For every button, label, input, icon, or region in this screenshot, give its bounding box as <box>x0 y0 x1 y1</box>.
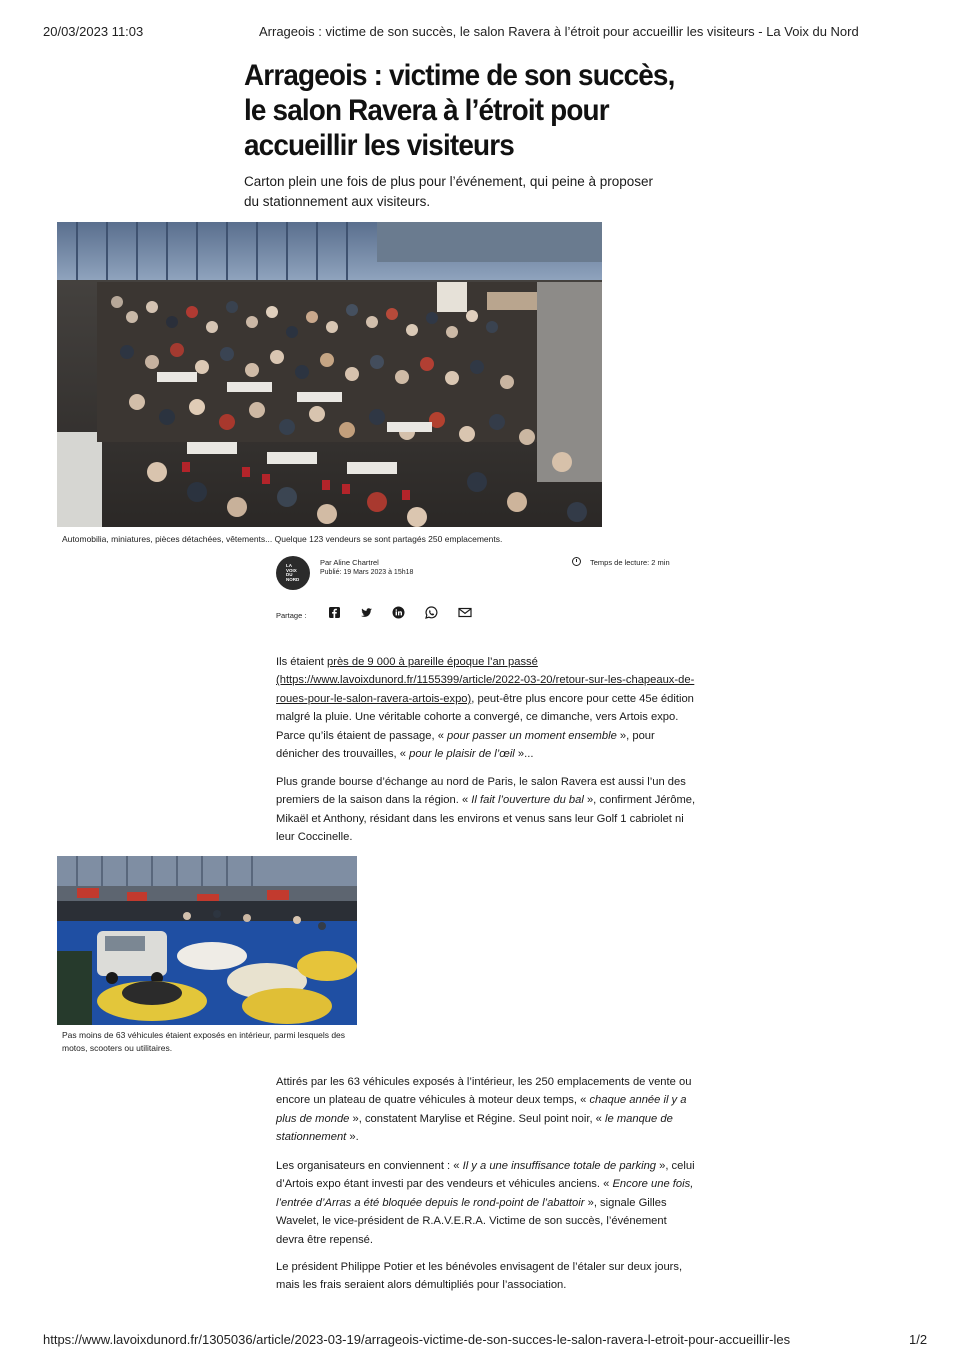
clock-icon <box>572 557 581 566</box>
author-name: Par Aline Chartrel <box>320 558 379 567</box>
twitter-icon[interactable] <box>360 606 373 619</box>
facebook-icon[interactable] <box>328 606 341 619</box>
publication-date: Publié: 19 Mars 2023 à 15h18 <box>320 569 414 576</box>
article-paragraph: Les organisateurs en conviennent : « Il y a une insuffisance totale de parking », celui d’Artois expo étant investi par des vendeurs et véhicules anciens. « Encore une fois, l’entrée d’Arras a été bloquée depuis le rond-point de l’abattoir », signale Gilles Wavelet, le vice-président de R.A.V.E.R.A. Victime de son succès, l’événement devra être repensé. <box>276 1160 695 1246</box>
email-icon[interactable] <box>458 606 471 619</box>
article-photo-hall-crowd <box>57 222 602 527</box>
article-paragraph: Attirés par les 63 véhicules exposés à l’intérieur, les 250 emplacements de vente ou encore un plateau de quatre véhicules à moteur deux temps, « chaque année il y a plus de monde », constatent Marylise et Régine. Seul point noir, « le manque de stationnement ». <box>276 1076 692 1144</box>
page-number: 1/2 <box>909 1332 928 1347</box>
linkedin-icon[interactable] <box>392 606 405 619</box>
article-paragraph: Plus grande bourse d’échange au nord de Paris, le salon Ravera est aussi l’un des premiers de la saison dans la région. « Il fait l’ouverture du bal », confirment Jérôme, Mikaël et Anthony, résidant dans les environs et venus sans leur Golf 1 cabriolet ni leur Coccinelle. <box>276 776 696 844</box>
previous-article-link[interactable]: près de 9 000 à pareille époque l’an passé (https://www.lavoixdunord.fr/1155399/article/2022-03-20/retour-sur-les-chapeaux-de-roues-pour-le-salon-ravera-artois-expo) <box>276 656 695 705</box>
print-url: https://www.lavoixdunord.fr/1305036/article/2023-03-19/arrageois-victime-de-son-succes-le-salon-ravera-l-etroit-pour-accueillir-les <box>43 1332 791 1347</box>
article-photo-vehicles <box>57 856 357 1025</box>
article-paragraph: Ils étaient près de 9 000 à pareille époque l’an passé (https://www.lavoixdunord.fr/1155399/article/2022-03-20/retour-sur-les-chapeaux-de-roues-pour-le-salon-ravera-artois-expo), peut-être plus encore pour cette 45e édition malgré la pluie. Une véritable cohorte a convergé, ce dimanche, vers Artois expo. Parce qu’ils étaient de passage, « pour passer un moment ensemble », pour dénicher des trouvailles, « pour le plaisir de l’œil »... <box>276 656 695 761</box>
print-date: 20/03/2023 11:03 <box>43 24 144 39</box>
article-paragraph: Le président Philippe Potier et les bénévoles envisagent de l’étaler sur deux jours, mais les frais seraient alors démultipliés pour l’association. <box>276 1261 683 1292</box>
newspaper-logo: LA VOIX DU NORD <box>276 556 310 590</box>
article-subtitle: Carton plein une fois de plus pour l’événement, qui peine à proposer du stationnement aux visiteurs. <box>244 174 654 209</box>
share-label: Partage : <box>276 611 307 620</box>
photo-caption: Pas moins de 63 véhicules étaient exposés en intérieur, parmi lesquels des motos, scooters ou utilitaires. <box>62 1030 346 1053</box>
print-header <box>0 24 970 40</box>
reading-time: Temps de lecture: 2 min <box>590 558 670 567</box>
article-headline: Arrageois : victime de son succès, le salon Ravera à l’étroit pour accueillir les visiteurs <box>244 59 675 162</box>
print-page-title: Arrageois : victime de son succès, le salon Ravera à l’étroit pour accueillir les visiteurs - La Voix du Nord <box>259 24 859 39</box>
whatsapp-icon[interactable] <box>425 606 438 619</box>
photo-caption: Automobilia, miniatures, pièces détachées, vêtements... Quelque 123 vendeurs se sont partagés 250 emplacements. <box>62 534 503 544</box>
